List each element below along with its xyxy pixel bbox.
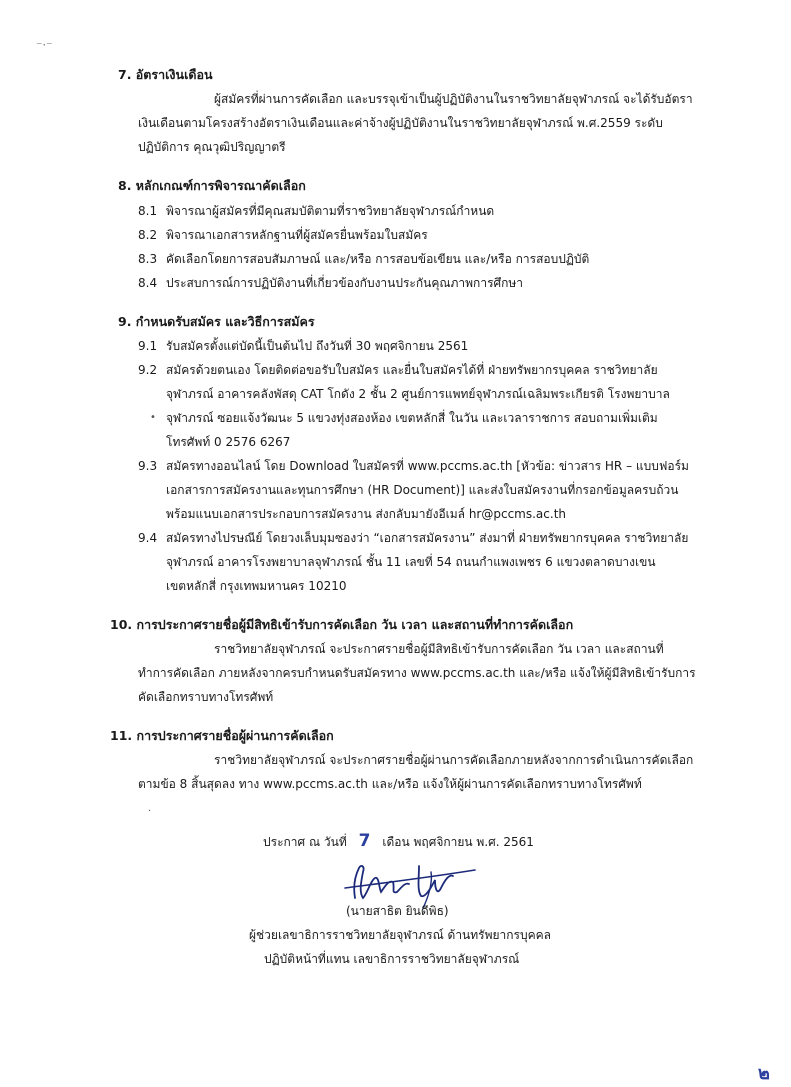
signer-title-2: ปฏิบัติหน้าที่แทน เลขาธิการราชวิทยาลัยจุฬาภรณ์	[264, 952, 520, 966]
scan-mark: ⁻·⁻	[36, 38, 53, 52]
signer-title-1: ผู้ช่วยเลขาธิการราชวิทยาลัยจุฬาภรณ์ ด้านทรัพยากรบุคคล	[249, 928, 552, 942]
section-9-item-text: จุฬาภรณ์ อาคารโรงพยาบาลจุฬาภรณ์ ชั้น 11 เลขที่ 54 ถนนกำแพงเพชร 6 แขวงตลาดบางเขน	[166, 555, 656, 569]
section-8-item-number: 8.4	[138, 276, 158, 290]
section-9-item-number: 9.2	[138, 363, 158, 377]
section-9-item-text: เขตหลักสี่ กรุงเทพมหานคร 10210	[166, 579, 347, 593]
section-9-item-text: เอกสารการสมัครงานและทุนการศึกษา (HR Document)] และส่งใบสมัครงานที่กรอกข้อมูลครบถ้วน	[166, 483, 679, 497]
section-8-item-text: พิจารณาผู้สมัครที่มีคุณสมบัติตามที่ราชวิทยาลัยจุฬาภรณ์กำหนด	[166, 204, 495, 218]
section-8-item-number: 8.2	[138, 228, 158, 242]
section-9-item-text: จุฬาภรณ์ อาคารคลังพัสดุ CAT โกดัง 2 ชั้น 2 ศูนย์การแพทย์จุฬาภรณ์เฉลิมพระเกียรติ โรงพยาบาล	[166, 387, 670, 401]
section-9-item-text: โทรศัพท์ 0 2576 6267	[166, 435, 291, 449]
section-11-heading: 11. การประกาศรายชื่อผู้ผ่านการคัดเลือก	[110, 728, 334, 743]
section-10-line-3: คัดเลือกทราบทางโทรศัพท์	[138, 690, 274, 704]
section-9-item-number: 9.1	[138, 339, 158, 353]
section-9-item-text: พร้อมแนบเอกสารประกอบการสมัครงาน ส่งกลับมายังอีเมล์ hr@pccms.ac.th	[166, 507, 567, 521]
announcement-day: 7	[358, 831, 371, 851]
section-9-item-text: สมัครทางไปรษณีย์ โดยวงเล็บมุมซองว่า “เอกสารสมัครงาน” ส่งมาที่ ฝ่ายทรัพยากรบุคคล ราชวิทยาลัย	[166, 531, 689, 545]
section-8-item-text: คัดเลือกโดยการสอบสัมภาษณ์ และ/หรือ การสอบข้อเขียน และ/หรือ การสอบปฏิบัติ	[166, 252, 590, 266]
section-9-item-text: จุฬาภรณ์ ซอยแจ้งวัฒนะ 5 แขวงทุ่งสองห้อง เขตหลักสี่ ในวัน และเวลาราชการ สอบถามเพิ่มเติม	[166, 411, 658, 425]
section-9-item-text: รับสมัครตั้งแต่บัดนี้เป็นต้นไป ถึงวันที่ 30 พฤศจิกายน 2561	[166, 339, 469, 353]
section-9-item-number: 9.3	[138, 459, 158, 473]
announcement-prefix: ประกาศ ณ วันที่	[263, 835, 347, 849]
section-9-item-text: สมัครทางออนไลน์ โดย Download ใบสมัครที่ www.pccms.ac.th [หัวข้อ: ข่าวสาร HR – แบบฟอร์ม	[166, 459, 689, 473]
section-7-line-3: ปฏิบัติการ คุณวุฒิปริญญาตรี	[138, 140, 286, 154]
section-8-item-number: 8.3	[138, 252, 158, 266]
section-11-line-1: ราชวิทยาลัยจุฬาภรณ์ จะประกาศรายชื่อผู้ผ่านการคัดเลือกภายหลังจากการดำเนินการคัดเลือก	[214, 753, 694, 767]
section-8-item-text: ประสบการณ์การปฏิบัติงานที่เกี่ยวข้องกับงานประกันคุณภาพการศึกษา	[166, 276, 524, 290]
section-9-item-number: 9.4	[138, 531, 158, 545]
announcement-date	[263, 833, 534, 850]
scan-dot: ·	[148, 806, 152, 817]
section-8-heading: 8. หลักเกณฑ์การพิจารณาคัดเลือก	[118, 178, 306, 193]
scan-dot: •	[150, 412, 156, 423]
page-number: ๒	[758, 1063, 770, 1084]
section-8-item-number: 8.1	[138, 204, 158, 218]
announcement-suffix: เดือน พฤศจิกายน พ.ศ. 2561	[382, 835, 534, 849]
section-10-heading: 10. การประกาศรายชื่อผู้มีสิทธิเข้ารับการคัดเลือก วัน เวลา และสถานที่ทำการคัดเลือก	[110, 617, 574, 632]
section-7-line-1: ผู้สมัครที่ผ่านการคัดเลือก และบรรจุเข้าเป็นผู้ปฏิบัติงานในราชวิทยาลัยจุฬาภรณ์ จะได้รับอัตรา	[214, 92, 693, 106]
section-11-line-2: ตามข้อ 8 สิ้นสุดลง ทาง www.pccms.ac.th และ/หรือ แจ้งให้ผู้ผ่านการคัดเลือกทราบทางโทรศัพท์	[138, 777, 642, 791]
section-7-heading: 7. อัตราเงินเดือน	[118, 67, 213, 82]
section-7-line-2: เงินเดือนตามโครงสร้างอัตราเงินเดือนและค่าจ้างผู้ปฏิบัติงานในราชวิทยาลัยจุฬาภรณ์ พ.ศ.2559 ระดับ	[138, 116, 663, 130]
section-9-heading: 9. กำหนดรับสมัคร และวิธีการสมัคร	[118, 314, 315, 329]
signer-name: (นายสาธิต ยินดีพิธ)	[346, 904, 449, 918]
section-9-item-text: สมัครด้วยตนเอง โดยติดต่อขอรับใบสมัคร และยื่นใบสมัครได้ที่ ฝ่ายทรัพยากรบุคคล ราชวิทยาลัย	[166, 363, 658, 377]
section-8-item-text: พิจารณาเอกสารหลักฐานที่ผู้สมัครยื่นพร้อมใบสมัคร	[166, 228, 428, 242]
section-10-line-1: ราชวิทยาลัยจุฬาภรณ์ จะประกาศรายชื่อผู้มีสิทธิเข้ารับการคัดเลือก วัน เวลา และสถานที่	[214, 642, 664, 656]
section-10-line-2: ทำการคัดเลือก ภายหลังจากครบกำหนดรับสมัครทาง www.pccms.ac.th และ/หรือ แจ้งให้ผู้มีสิทธิเข้ารับการ	[138, 666, 696, 680]
